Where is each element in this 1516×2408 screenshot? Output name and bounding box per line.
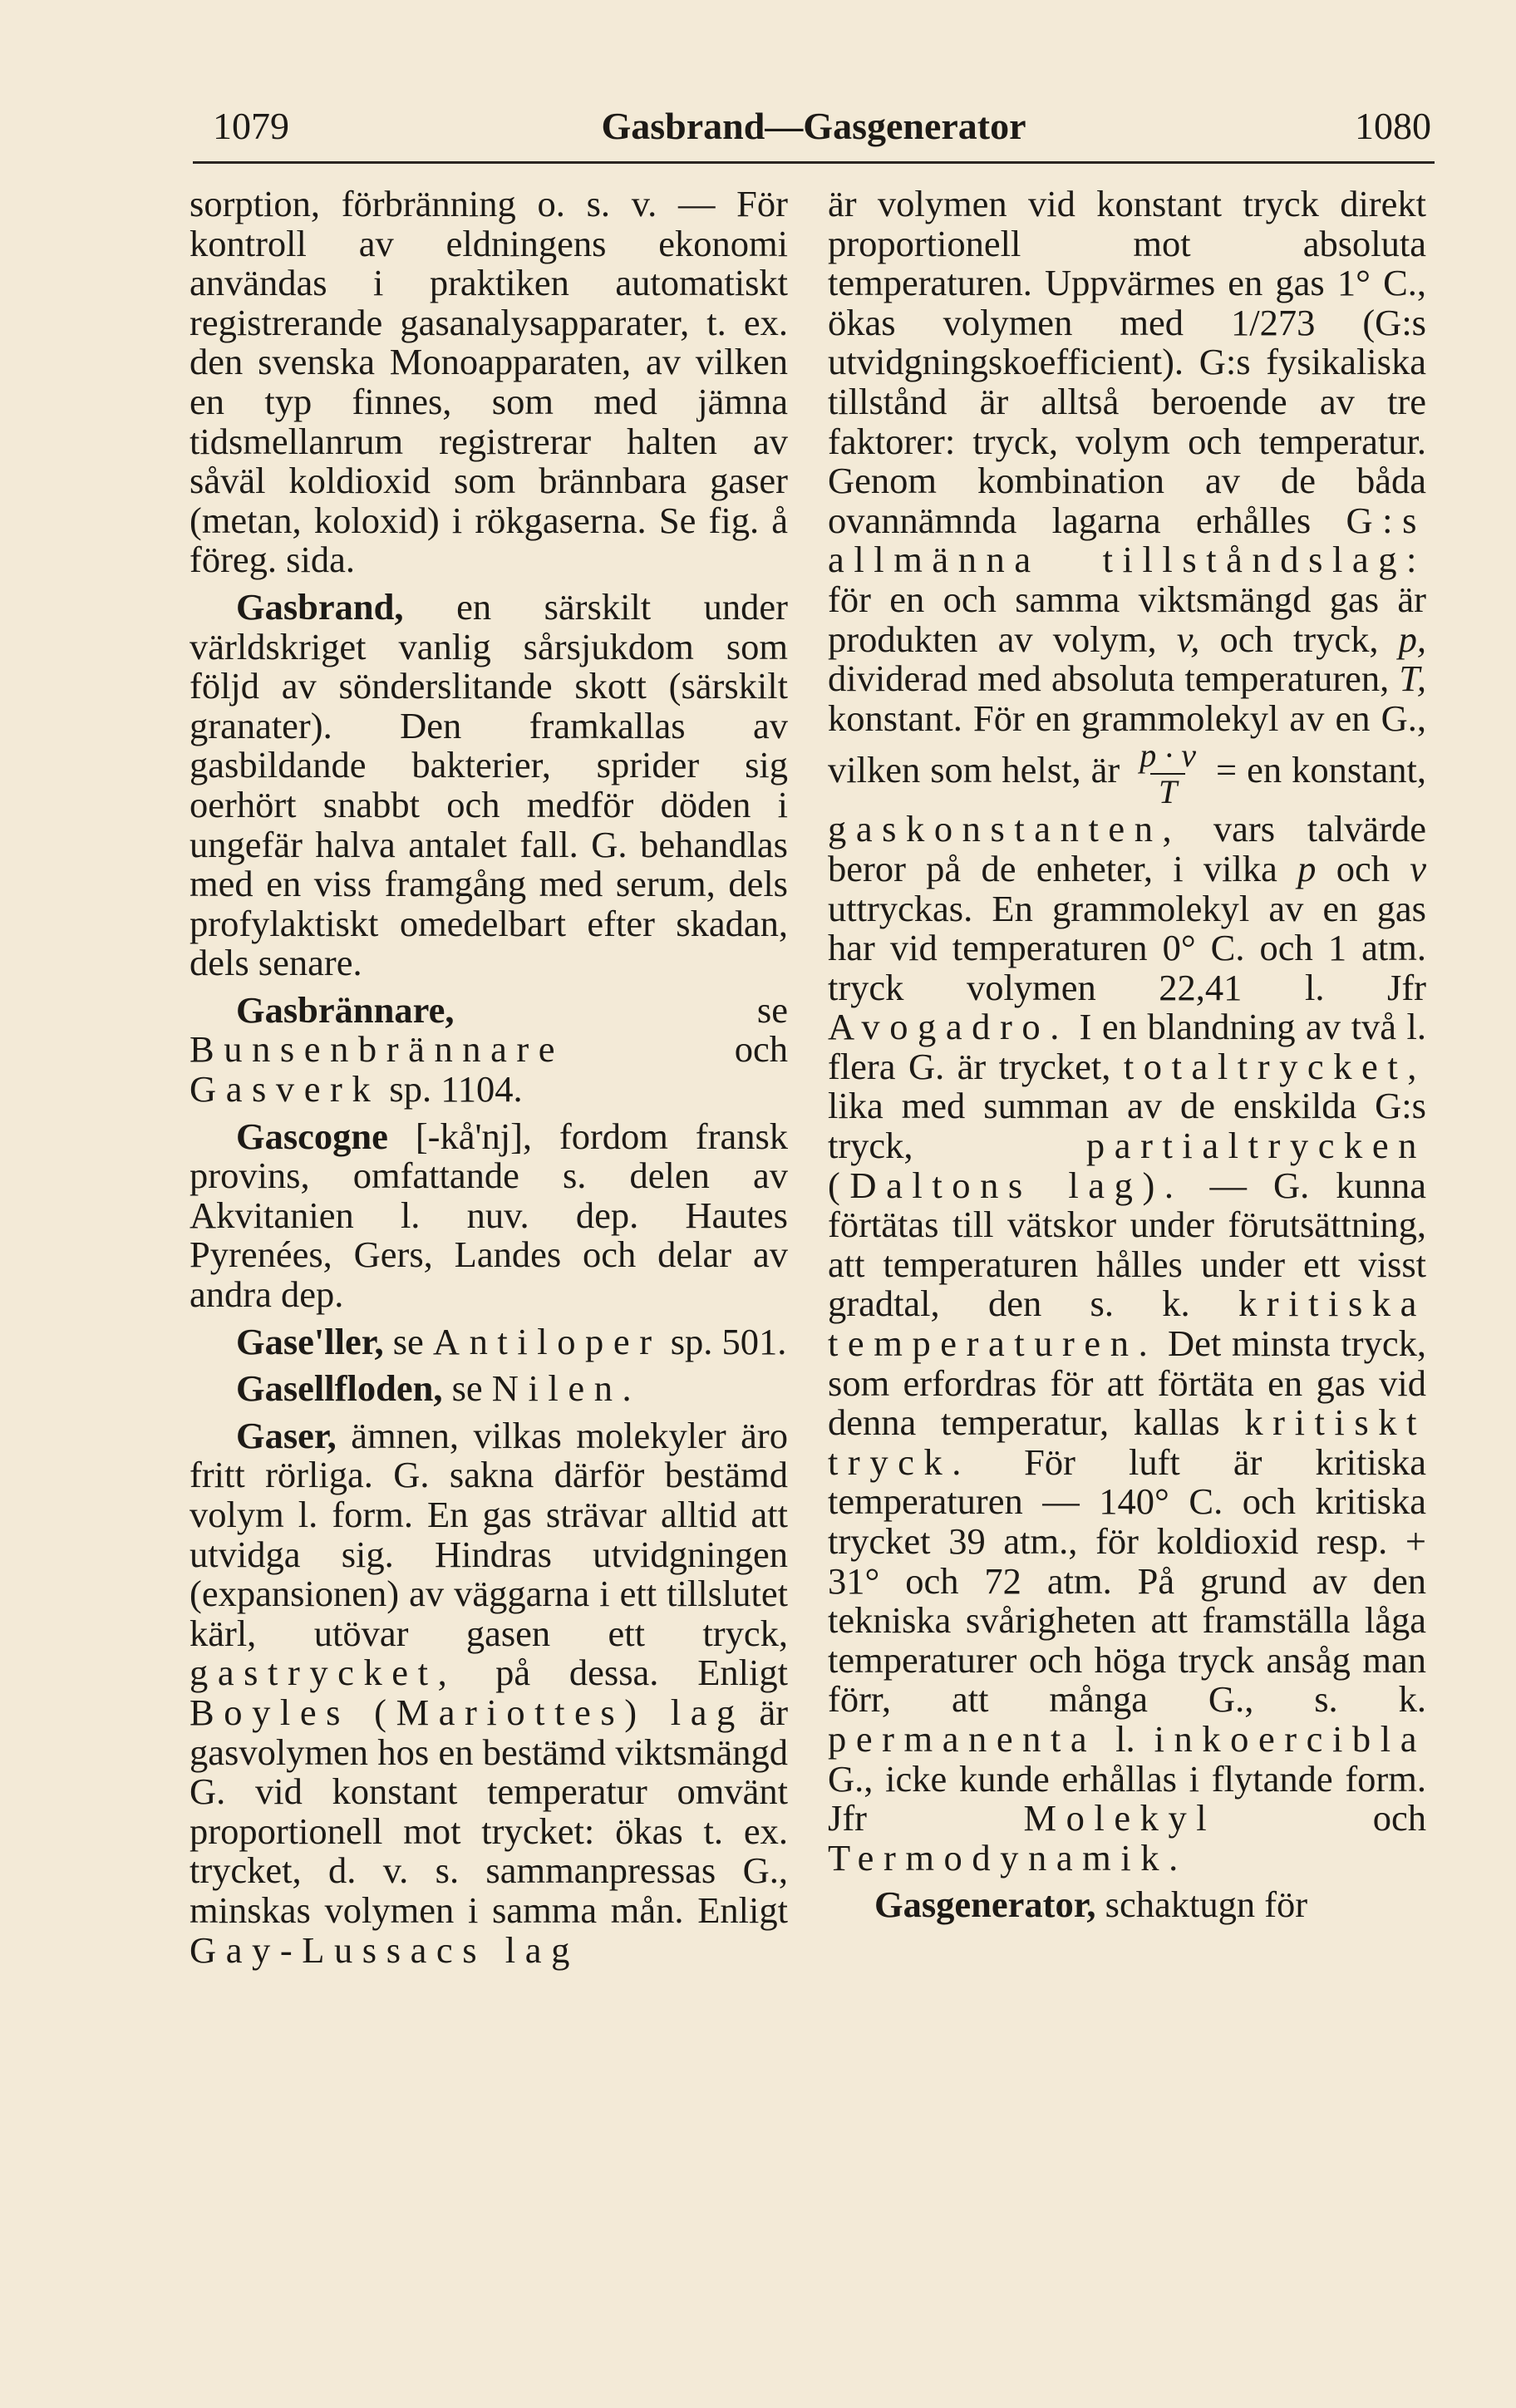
emphasized-term: gastrycket,: [190, 1652, 457, 1694]
entry-text: på dessa. Enligt: [495, 1652, 788, 1694]
cross-reference: Antiloper: [432, 1320, 662, 1362]
entry-text: se: [392, 1320, 424, 1362]
entry-text: och: [734, 1028, 788, 1071]
variable-p: p: [1297, 847, 1317, 889]
entry-text: I en blandning av två l. flera G. är trycket,: [828, 1006, 1426, 1087]
entry-text: uttryckas. En grammolekyl av en gas har vid temperaturen 0° C. och 1 atm. tryck volymen 22,41 l. Jfr: [828, 887, 1426, 1008]
cross-reference: Bunsenbrännare: [190, 1028, 565, 1071]
emphasized-term: totaltrycket,: [1123, 1045, 1426, 1087]
column-left: [190, 185, 788, 2362]
entry-gaseller: [190, 1322, 788, 1362]
cross-reference: Termodynamik.: [828, 1836, 1188, 1879]
emphasized-term: partialtrycken (Daltons lag).: [828, 1125, 1426, 1206]
entry-text: konstant. För en grammolekyl av en G., vilken som helst, är: [828, 697, 1426, 791]
entry-gasgenerator: [828, 1885, 1426, 1925]
entry-gasbrannare: [190, 988, 788, 1110]
entry-text: sp. 1104.: [389, 1068, 523, 1110]
entry-text: och tryck,: [1219, 618, 1379, 660]
entry-text: en särskilt under världskriget vanlig sårsjukdom som följd av sönderslitande skott (särskilt granater). Den framkallas av gasbildande bakterier, sprider sig oerhört snabbt och medför döden i ungefär halva antalet fall. G. behandlas med en viss framgång med serum, dels profylaktiskt omedelbart efter skadan, dels senare.: [190, 585, 788, 984]
cross-reference: Molekyl: [1023, 1797, 1217, 1839]
emphasized-term: Gay-Lussacs lag: [190, 1928, 579, 1971]
page-number-left: 1079: [213, 105, 289, 147]
entry-text: är volymen vid konstant tryck direkt proportionell mot absoluta temperaturen. Uppvärmes en gas 1° C., ökas volymen med: [828, 185, 1426, 343]
page-number-right: 1080: [1355, 105, 1431, 147]
entry-text: är gasvolymen hos en bestämd viktsmängd G. vid konstant temperatur omvänt proportionell mot trycket: ökas t. ex. trycket, d. v. s. sammanpressas G., minskas volymen i samma mån. Enligt: [190, 1691, 788, 1931]
entry-gasellfloden: [190, 1369, 788, 1409]
headword: Gasbrännare,: [236, 988, 455, 1031]
entry-text: Det minsta tryck, som erfordras för att förtäta en gas vid denna temperatur, kallas: [828, 1322, 1426, 1444]
cross-reference: Nilen.: [491, 1367, 642, 1410]
entry-text: se: [756, 988, 788, 1031]
entry-text: För luft är kritiska temperaturen — 140° C. och kritiska trycket 39 atm., för koldioxid resp. + 31° och 72 atm. På grund av den tekniska svårigheten att framställa låga temperaturer och höga tryck ansåg man förr, att många G., s. k.: [828, 1440, 1426, 1721]
emphasized-term: Boyles (Mariottes) lag: [190, 1691, 745, 1733]
headword: Gase'ller,: [236, 1320, 384, 1362]
cross-reference: Gasverk: [190, 1068, 381, 1110]
entry-text: (G:s utvidgningskoefficient). G:s fysikaliska tillstånd är alltså beroende av tre faktorer: tryck, volym och temperatur. Genom kombination av de båda ovannämnda lagarna erhålles: [828, 301, 1426, 541]
entry-continuation: sorption, förbränning o. s. v. — För kontroll av eldningens ekonomi användas i praktiken automatiskt registrerande gasanalysapparater, t. ex. den svenska Monoapparaten, av vilken en typ finnes, som med jämna tidsmellanrum registrerar halten av såväl koldioxid som brännbara gaser (metan, koloxid) i rökgaserna. Se fig. å föreg. sida.: [190, 185, 788, 581]
headword: Gascogne: [236, 1115, 388, 1157]
entry-text: = en konstant,: [1215, 749, 1426, 791]
variable-T: T,: [1399, 657, 1426, 700]
entry-gasbrand: [190, 585, 788, 984]
entry-text: sp. 501.: [670, 1320, 787, 1362]
headword: Gaser,: [236, 1414, 337, 1456]
entry-gaser: [190, 1416, 788, 1970]
entry-text: l.: [1115, 1717, 1135, 1760]
emphasized-term: G:s allmänna tillståndslag:: [828, 499, 1426, 581]
entry-text: [-kå'nj], fordom fransk provins, omfattande s. delen av Akvitanien l. nuv. dep. Hautes Pyrenées, Gers, Landes och delar av andra dep.: [190, 1115, 788, 1316]
fraction: 1/273: [1230, 301, 1316, 343]
entry-text: för en och samma viktsmängd gas är produkten av volym,: [828, 578, 1426, 660]
entry-gascogne: [190, 1117, 788, 1315]
emphasized-term: kritiskt tryck.: [828, 1401, 1426, 1483]
emphasized-term: inkoercibla: [1154, 1717, 1426, 1760]
formula-numerator: p · v: [1139, 736, 1196, 775]
entry-text: dividerad med absoluta temperaturen,: [828, 657, 1390, 700]
page-header: [193, 93, 1435, 160]
emphasized-term: kritiska temperaturen.: [828, 1283, 1426, 1365]
headword: Gasgenerator,: [874, 1884, 1096, 1926]
headword: Gasbrand,: [236, 585, 404, 628]
entry-text: och: [1372, 1797, 1426, 1839]
cross-reference: Avogadro.: [828, 1006, 1069, 1048]
entry-text: och: [1336, 847, 1390, 889]
entry-gaser-continued: [828, 185, 1426, 1878]
entry-text: G., icke kunde erhållas i flytande form. Jfr: [828, 1757, 1426, 1839]
variable-v: v: [1410, 847, 1426, 889]
entry-text: — G. kunna förtätas till vätskor under förutsättning, att temperaturen hålles under ett visst gradtal, den s. k.: [828, 1164, 1426, 1325]
running-title: Gasbrand—Gasgenerator: [601, 105, 1026, 147]
variable-v: v,: [1176, 618, 1200, 660]
entry-text: vars talvärde beror på de enheter, i vilka: [828, 808, 1426, 889]
entry-text: lika med summan av de enskilda G:s tryck,: [828, 1085, 1426, 1167]
formula-fraction: [1136, 738, 1199, 810]
entry-text: se: [451, 1367, 483, 1410]
column-right: [828, 185, 1426, 2362]
formula-denominator: T: [1150, 773, 1185, 810]
emphasized-term: permanenta: [828, 1717, 1097, 1760]
entry-text: schaktugn för: [1105, 1884, 1308, 1926]
entry-text: ämnen, vilkas molekyler äro fritt rörliga. G. sakna därför bestämd volym l. form. En gas strävar alltid att utvidga sig. Hindras utvidgningen (expansionen) av väggarna i ett tillslutet kärl, utövar gasen ett tryck,: [190, 1414, 788, 1654]
header-rule: [193, 161, 1435, 164]
headword: Gasellfloden,: [236, 1367, 443, 1410]
emphasized-term: gaskonstanten,: [828, 808, 1182, 850]
variable-p: p,: [1398, 618, 1426, 660]
